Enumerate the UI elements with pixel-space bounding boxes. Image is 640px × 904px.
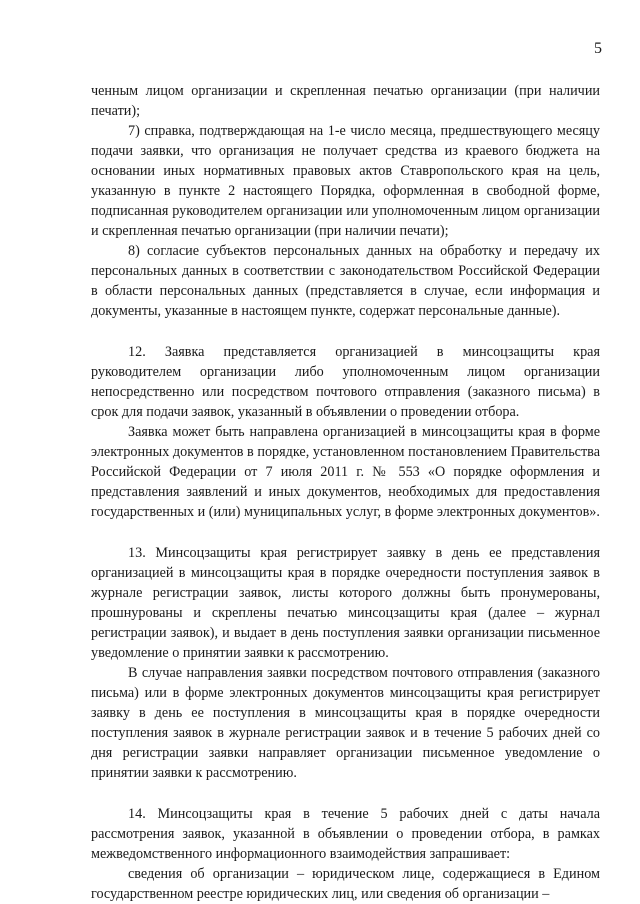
paragraph-clause-14-info: сведения об организации – юридическом лице, содержащиеся в Едином государственном реестре юридических лиц, или сведения об организации – [91, 866, 600, 902]
paragraph-gap [91, 522, 600, 543]
document-body [91, 81, 600, 904]
paragraph-clause-13: 13. Минсоцзащиты края регистрирует заявку в день ее представления организацией в минсоцзащиты края в порядке очередности поступления заявок в журнале регистрации заявок, листы которого должны быть пронумерованы, прошнурованы и скреплены печатью минсоцзащиты края (далее – журнал регистрации заявок), и выдает в день поступления заявки организации письменное уведомление о принятии заявки к рассмотрению. [91, 545, 600, 661]
paragraph-item-7: 7) справка, подтверждающая на 1-е число месяца, предшествующего месяцу подачи заявки, что организация не получает средства из краевого бюджета на основании иных нормативных правовых актов Ставропольского края на цель, указанную в пункте 2 настоящего Порядка, оформленная в свободной форме, подписанная руководителем организации или уполномоченным лицом организации и скрепленная печатью организации (при наличии печати); [91, 123, 600, 239]
paragraph-clause-12: 12. Заявка представляется организацией в минсоцзащиты края руководителем организации либо уполномоченным лицом организации непосредственно или посредством почтового отправления (заказного письма) в срок для подачи заявок, указанный в объявлении о проведении отбора. [91, 344, 600, 420]
paragraph-gap [91, 783, 600, 804]
paragraph-gap [91, 321, 600, 342]
paragraph-clause-14: 14. Минсоцзащиты края в течение 5 рабочих дней с даты начала рассмотрения заявок, указанной в объявлении о проведении отбора, в рамках межведомственного информационного взаимодействия запрашивает: [91, 806, 600, 862]
paragraph-clause-12-electronic: Заявка может быть направлена организацией в минсоцзащиты края в форме электронных документов в порядке, установленном постановлением Правительства Российской Федерации от 7 июля 2011 г. № 553 «О порядке оформления и представления заявлений и иных документов, необходимых для предоставления государственных и (или) муниципальных услуг, в форме электронных документов». [91, 424, 600, 520]
paragraph-item-8: 8) согласие субъектов персональных данных на обработку и передачу их персональных данных в соответствии с законодательством Российской Федерации в области персональных данных (представляется в случае, если информация и документы, указанные в настоящем пункте, содержат персональные данные). [91, 243, 600, 319]
paragraph-continuation: ченным лицом организации и скрепленная печатью организации (при наличии печати); [91, 83, 600, 119]
paragraph-clause-13-postal: В случае направления заявки посредством почтового отправления (заказного письма) или в форме электронных документов минсоцзащиты края регистрирует заявку в день ее поступления в минсоцзащиты края в порядке очередности поступления заявок в журнале регистрации заявок и в течение 5 рабочих дней со дня регистрации заявки направляет организации письменное уведомление о принятии заявки к рассмотрению. [91, 665, 600, 781]
page-number: 5 [594, 40, 602, 57]
